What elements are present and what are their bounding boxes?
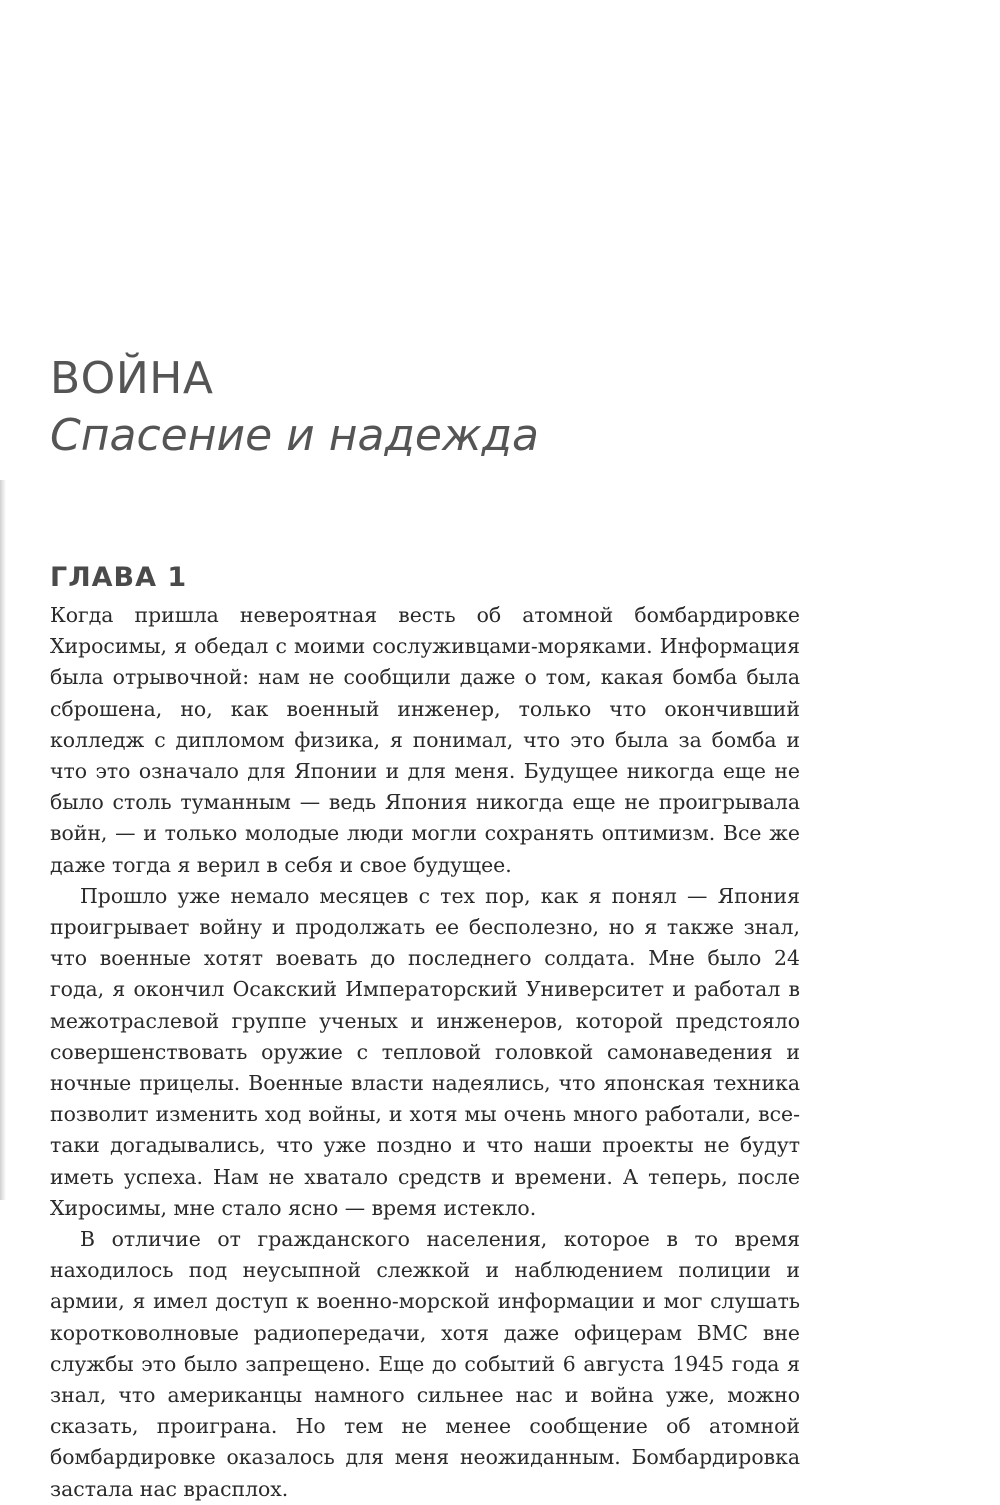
chapter-body xyxy=(50,600,800,1505)
part-title: ВОЙНА xyxy=(50,353,214,404)
paragraph-3: В отличие от гражданского населения, которое в то время находилось под неусыпной слежкой и наблюдением полиции и армии, я имел доступ к военно-морской информации и мог слушать коротковолновые радиопередачи, хотя даже офицерам ВМС вне службы это было запрещено. Еще до событий 6 августа 1945 года я знал, что американцы намного сильнее нас и война уже, можно сказать, проиграна. Но тем не менее сообщение об атомной бомбардировке оказалось для меня неожиданным. Бомбардировка застала нас врасплох. xyxy=(50,1227,800,1501)
chapter-title: ГЛАВА 1 xyxy=(50,562,188,593)
part-subtitle: Спасение и надежда xyxy=(50,410,539,461)
page-edge-shadow xyxy=(0,480,6,1200)
paragraph-2: Прошло уже немало месяцев с тех пор, как я понял — Япония проигрывает войну и продолжать ее бесполезно, но я также знал, что военные хотят воевать до последнего солдата. Мне было 24 года, я окончил Осакский Императорский Университет и работал в межотраслевой группе ученых и инженеров, которой предстояло совершенствовать оружие с тепловой головкой самонаведения и ночные прицелы. Военные власти надеялись, что японская техника позволит изменить ход войны, и хотя мы очень много работали, все-таки догадывались, что уже поздно и что наши проекты не будут иметь успеха. Нам не хватало средств и времени. А теперь, после Хиросимы, мне стало ясно — время истекло. xyxy=(50,883,800,1220)
paragraph-1: Когда пришла невероятная весть об атомной бомбардировке Хиросимы, я обедал с моими сослуживцами-моряками. Информация была отрывочной: нам не сообщили даже о том, какая бомба была сброшена, но, как военный инженер, только что окончивший колледж с дипломом физика, я понимал, что это была за бомба и что это означало для Японии и для меня. Будущее никогда еще не было столь туманным — ведь Япония никогда еще не проигрывала войн, — и только молодые люди могли сохранять оптимизм. Все же даже тогда я верил в себя и свое будущее. xyxy=(50,603,800,877)
